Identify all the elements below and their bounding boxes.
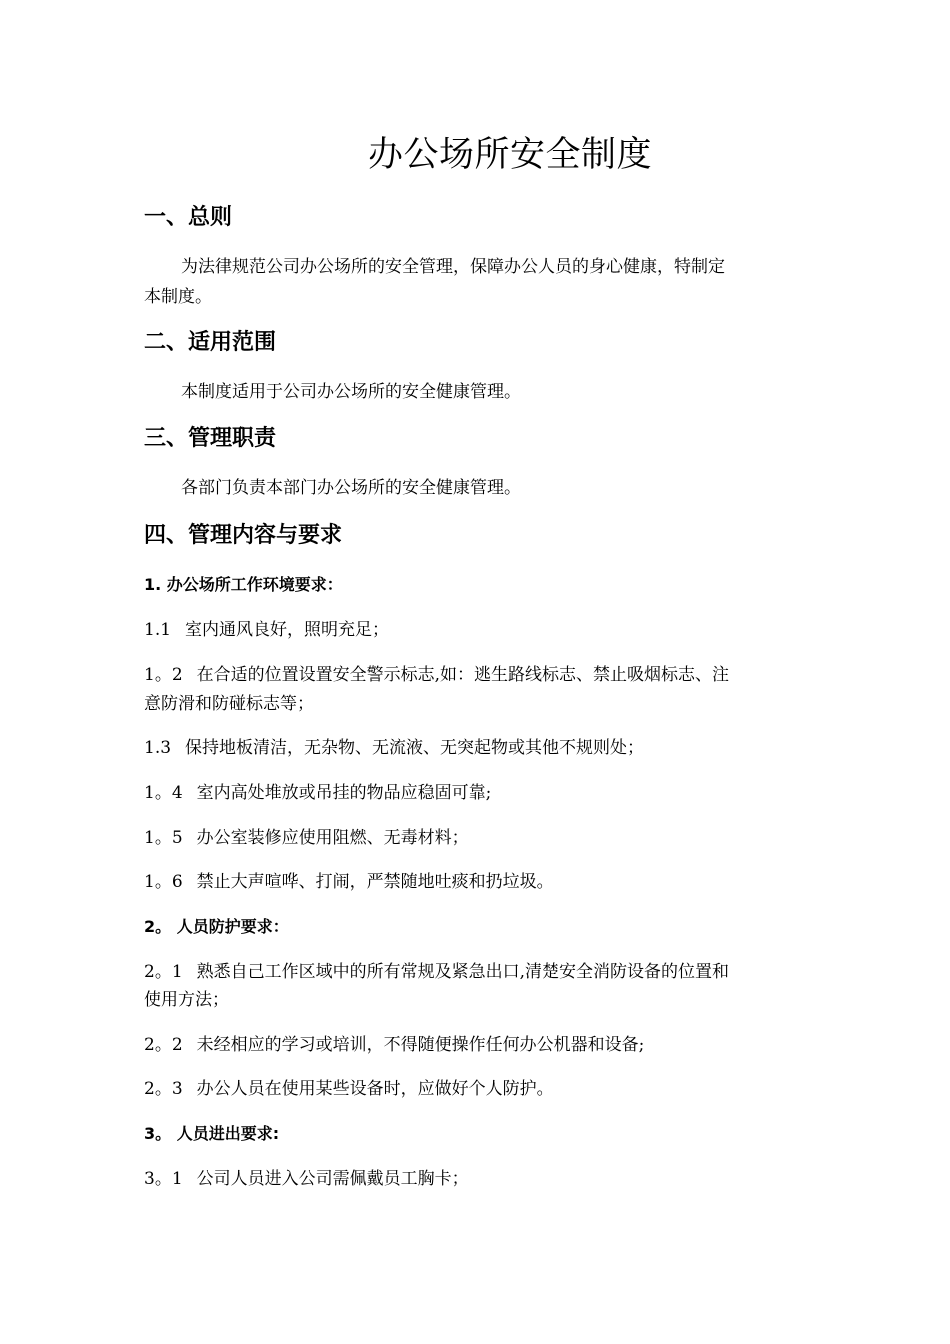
section-heading-general: 一、总则 bbox=[144, 205, 233, 230]
list-item bbox=[144, 778, 810, 808]
item-text: 室内通风良好，照明充足； bbox=[185, 620, 390, 640]
list-item bbox=[144, 957, 810, 987]
item-text: 办公室装修应使用阻燃、无毒材料； bbox=[196, 828, 469, 848]
item-text: 办公人员在使用某些设备时，应做好个人防护。 bbox=[196, 1079, 554, 1099]
subheading-environment: 1. 办公场所工作环境要求： bbox=[144, 575, 343, 594]
section-heading-responsibilities: 三、管理职责 bbox=[144, 426, 277, 451]
list-item bbox=[144, 615, 810, 645]
document-title: 办公场所安全制度 bbox=[367, 135, 652, 175]
list-item-continuation: 意防滑和防碰标志等； bbox=[144, 694, 314, 714]
item-number: 1.1 bbox=[144, 620, 172, 640]
list-item bbox=[144, 660, 810, 690]
paragraph-general-line2: 本制度。 bbox=[144, 287, 212, 307]
item-number: 3。1 bbox=[144, 1169, 183, 1189]
item-number: 1。2 bbox=[144, 665, 183, 685]
list-item bbox=[144, 867, 810, 897]
item-text: 禁止大声喧哗、打闹，严禁随地吐痰和扔垃圾。 bbox=[196, 872, 554, 892]
list-item bbox=[144, 733, 810, 763]
item-text: 熟悉自己工作区域中的所有常规及紧急出口,清楚安全消防设备的位置和 bbox=[196, 962, 730, 982]
paragraph-responsibilities: 各部门负责本部门办公场所的安全健康管理。 bbox=[181, 478, 521, 498]
item-number: 1。5 bbox=[144, 828, 183, 848]
item-text: 未经相应的学习或培训，不得随便操作任何办公机器和设备; bbox=[196, 1035, 645, 1055]
item-text: 公司人员进入公司需佩戴员工胸卡； bbox=[196, 1169, 469, 1189]
list-item-continuation: 使用方法； bbox=[144, 990, 229, 1010]
item-number: 1.3 bbox=[144, 738, 172, 758]
list-item bbox=[144, 823, 810, 853]
item-text: 保持地板清洁，无杂物、无流液、无突起物或其他不规则处； bbox=[185, 738, 645, 758]
item-number: 2。2 bbox=[144, 1035, 183, 1055]
item-number: 1。4 bbox=[144, 783, 183, 803]
item-text: 在合适的位置设置安全警示标志,如：逃生路线标志、禁止吸烟标志、注 bbox=[196, 665, 730, 685]
section-heading-content-requirements: 四、管理内容与要求 bbox=[144, 523, 343, 548]
paragraph-scope: 本制度适用于公司办公场所的安全健康管理。 bbox=[181, 382, 521, 402]
section-heading-scope: 二、适用范围 bbox=[144, 330, 277, 355]
item-number: 2。1 bbox=[144, 962, 183, 982]
item-text: 室内高处堆放或吊挂的物品应稳固可靠; bbox=[196, 783, 492, 803]
list-item bbox=[144, 1164, 810, 1194]
paragraph-general-line1: 为法律规范公司办公场所的安全管理，保障办公人员的身心健康，特制定 bbox=[181, 257, 725, 277]
subheading-access: 3。 人员进出要求: bbox=[144, 1124, 280, 1143]
list-item bbox=[144, 1074, 810, 1104]
subheading-personal-protection: 2。 人员防护要求： bbox=[144, 917, 289, 936]
list-item bbox=[144, 1030, 810, 1060]
item-number: 1。6 bbox=[144, 872, 183, 892]
item-number: 2。3 bbox=[144, 1079, 183, 1099]
